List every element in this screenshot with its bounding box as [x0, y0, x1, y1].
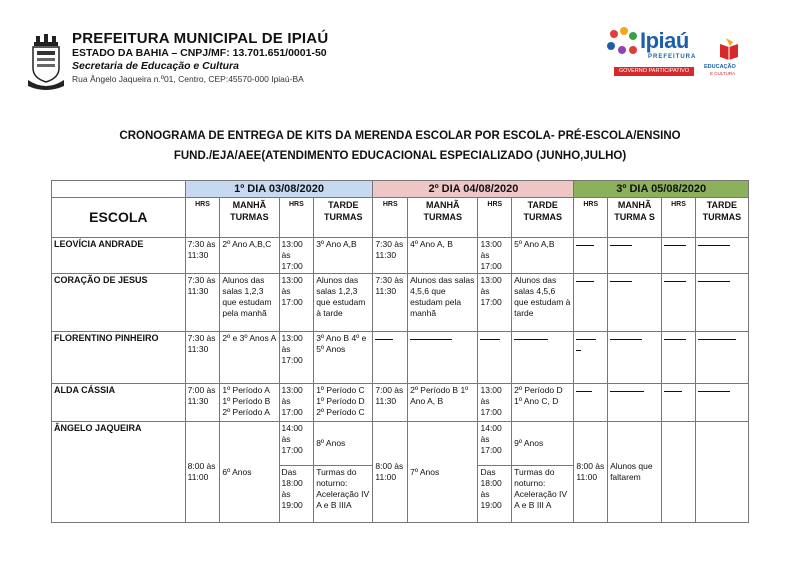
- hours-cell: 13:00 às 17:00: [478, 238, 512, 274]
- hours-cell: Das 18:00 às 19:00: [478, 466, 512, 523]
- logo-subtitle: PREFEITURA: [648, 54, 697, 60]
- turmas-cell: 9º Anos: [512, 422, 574, 466]
- turmas-cell: 3º Ano A,B: [314, 238, 373, 274]
- turmas-cell: 1º Período A 1º Período B 2º Período A: [220, 384, 279, 422]
- turmas-cell: 2º Período D 1º Ano C, D: [512, 384, 574, 422]
- hrs-header: HRS: [478, 198, 512, 238]
- empty-cell: [695, 274, 748, 332]
- escola-header: ESCOLA: [52, 198, 186, 238]
- letterhead: [72, 30, 532, 85]
- address: Rua Ângelo Jaqueira n.º01, Centro, CEP:45570-000 Ipiaú-BA: [72, 74, 304, 84]
- day-1-header: 1º DIA 03/08/2020: [185, 181, 373, 198]
- document-title: [90, 126, 710, 166]
- hours-cell: 14:00 às 17:00: [279, 422, 314, 466]
- hours-cell: 14:00 às 17:00: [478, 422, 512, 466]
- hours-cell: 7:30 às 11:30: [373, 274, 408, 332]
- turmas-cell: Turmas do noturno: Aceleração IV A e B IIIA: [314, 466, 373, 523]
- table-row: [52, 332, 749, 384]
- hours-cell: Das 18:00 às 19:00: [279, 466, 314, 523]
- empty-cell: [695, 422, 748, 523]
- manha-header: MANHÃ TURMAS: [408, 198, 478, 238]
- logo-edu: EDUCAÇÃO: [704, 64, 736, 70]
- hrs-header: HRS: [373, 198, 408, 238]
- turmas-cell: 4º Ano A, B: [408, 238, 478, 274]
- turmas-cell: 6º Anos: [220, 422, 279, 523]
- manha-header: MANHÃ TURMAS: [220, 198, 279, 238]
- school-name: FLORENTINO PINHEIRO: [52, 332, 186, 384]
- turmas-cell: Alunos das salas 4,5,6 que estudam pela manhã: [408, 274, 478, 332]
- tarde-header: TARDE TURMAS: [695, 198, 748, 238]
- empty-cell: [662, 332, 696, 384]
- hrs-header: HRS: [574, 198, 608, 238]
- hours-cell: 7:30 às 11:30: [373, 238, 408, 274]
- corner-cell: [52, 181, 186, 198]
- hrs-header: HRS: [662, 198, 696, 238]
- title-line-1: CRONOGRAMA DE ENTREGA DE KITS DA MERENDA ESCOLAR POR ESCOLA- PRÉ-ESCOLA/ENSINO: [119, 130, 681, 142]
- empty-cell: [408, 332, 478, 384]
- hours-cell: 7:30 às 11:30: [185, 332, 220, 384]
- state-cnpj: ESTADO DA BAHIA – CNPJ/MF: 13.701.651/0001-50: [72, 47, 327, 59]
- day-header-row: [52, 181, 749, 198]
- turmas-cell: Alunos que faltarem: [608, 422, 662, 523]
- org-name: PREFEITURA MUNICIPAL DE IPIAÚ: [72, 30, 329, 47]
- empty-cell: [512, 332, 574, 384]
- empty-cell: [608, 238, 662, 274]
- schedule-table: [51, 180, 749, 523]
- hrs-header: HRS: [185, 198, 220, 238]
- table-row: [52, 238, 749, 274]
- table-row: [52, 274, 749, 332]
- empty-cell: [662, 274, 696, 332]
- turmas-cell: Alunos das salas 4,5,6 que estudam à tarde: [512, 274, 574, 332]
- empty-cell: [373, 332, 408, 384]
- book-icon: [718, 38, 740, 60]
- turmas-cell: 3º Ano B 4º e 5º Anos: [314, 332, 373, 384]
- empty-cell: [695, 332, 748, 384]
- turmas-cell: 2º e 3º Anos A: [220, 332, 279, 384]
- empty-cell: [574, 274, 608, 332]
- empty-cell: [662, 422, 696, 523]
- school-name: LEOVÍCIA ANDRADE: [52, 238, 186, 274]
- school-name: CORAÇÃO DE JESUS: [52, 274, 186, 332]
- turmas-cell: 1º Período C 1º Período D 2º Período C: [314, 384, 373, 422]
- hours-cell: 13:00 às 17:00: [478, 274, 512, 332]
- turmas-cell: 2º Ano A,B,C: [220, 238, 279, 274]
- turmas-cell: 8º Anos: [314, 422, 373, 466]
- empty-cell: [608, 332, 662, 384]
- hours-cell: 7:00 às 11:30: [373, 384, 408, 422]
- hours-cell: 13:00 às 17:00: [279, 384, 314, 422]
- turmas-cell: Alunos das salas 1,2,3 que estudam pela manhã: [220, 274, 279, 332]
- empty-cell: [608, 384, 662, 422]
- empty-cell: [574, 384, 608, 422]
- day-2-header: 2º DIA 04/08/2020: [373, 181, 574, 198]
- hours-cell: 7:30 às 11:30: [185, 238, 220, 274]
- empty-cell: [574, 332, 608, 384]
- school-name: ALDA CÁSSIA: [52, 384, 186, 422]
- tarde-header: TARDE TURMAS: [314, 198, 373, 238]
- turmas-cell: 7º Anos: [408, 422, 478, 523]
- turmas-cell: 5º Ano A,B: [512, 238, 574, 274]
- empty-cell: [574, 238, 608, 274]
- hours-cell: 13:00 às 17:00: [279, 332, 314, 384]
- hours-cell: 8:00 às 11:00: [185, 422, 220, 523]
- people-logo-icon: [604, 26, 640, 66]
- hours-cell: 7:30 às 11:30: [185, 274, 220, 332]
- hours-cell: 13:00 às 17:00: [279, 238, 314, 274]
- hrs-header: HRS: [279, 198, 314, 238]
- hours-cell: 13:00 às 17:00: [478, 384, 512, 422]
- logo-band: GOVERNO PARTICIPATIVO: [614, 67, 694, 76]
- empty-cell: [662, 384, 696, 422]
- turmas-cell: 2º Período B 1º Ano A, B: [408, 384, 478, 422]
- column-header-row: [52, 198, 749, 238]
- hours-cell: 8:00 às 11:00: [574, 422, 608, 523]
- table-row: [52, 422, 749, 466]
- empty-cell: [695, 238, 748, 274]
- school-name: ÂNGELO JAQUEIRA: [52, 422, 186, 523]
- turmas-cell: Turmas do noturno: Aceleração IV A e B III A: [512, 466, 574, 523]
- tarde-header: TARDE TURMAS: [512, 198, 574, 238]
- hours-cell: 8:00 às 11:00: [373, 422, 408, 523]
- empty-cell: [662, 238, 696, 274]
- logo-brand: Ipiaú: [640, 28, 689, 53]
- hours-cell: 7:00 às 11:30: [185, 384, 220, 422]
- manha-header: MANHÃ TURMA S: [608, 198, 662, 238]
- secretaria: Secretaria de Educação e Cultura: [72, 60, 239, 72]
- day-3-header: 3º DIA 05/08/2020: [574, 181, 749, 198]
- table-row: [52, 384, 749, 422]
- empty-cell: [478, 332, 512, 384]
- title-line-2: FUND./EJA/AEE(ATENDIMENTO EDUCACIONAL ESPECIALIZADO (JUNHO,JULHO): [173, 150, 627, 162]
- empty-cell: [608, 274, 662, 332]
- hours-cell: 13:00 às 17:00: [279, 274, 314, 332]
- ipiau-logo: [604, 24, 754, 80]
- turmas-cell: Alunos das salas 1,2,3 que estudam à tarde: [314, 274, 373, 332]
- logo-edu-sub: E CULTURA: [710, 71, 736, 76]
- municipal-crest-icon: [28, 34, 64, 90]
- empty-cell: [695, 384, 748, 422]
